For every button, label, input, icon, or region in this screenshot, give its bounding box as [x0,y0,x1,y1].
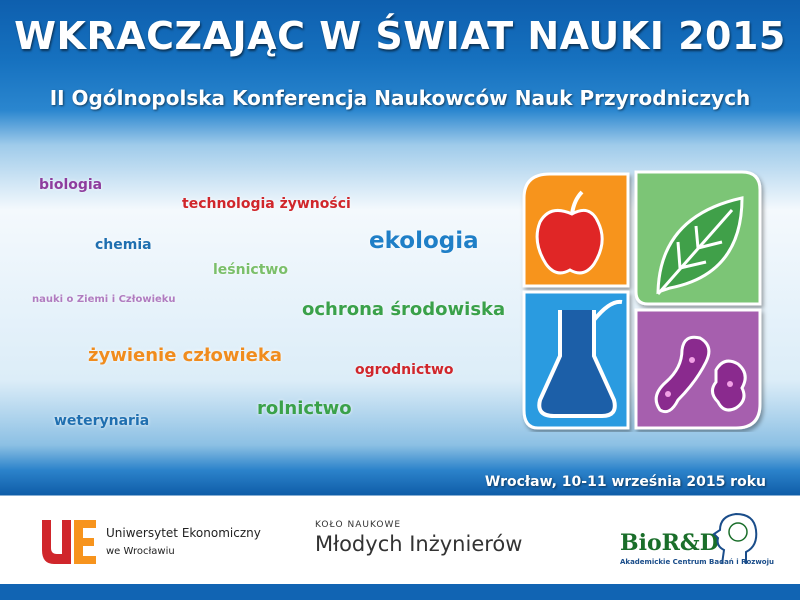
topic-ogrodnictwo: ogrodnictwo [355,362,454,378]
head-profile-icon [712,510,762,568]
biord-name: BioR&D [620,530,719,556]
bottom-bar [0,584,800,600]
apple-icon [524,174,628,286]
ue-name-block [106,526,261,557]
topic-weterynaria: weterynaria [54,413,150,429]
topic-ochrona: ochrona środowiska [302,299,506,320]
topic-zywienie: żywienie człowieka [88,345,282,366]
topic-ekologia: ekologia [369,228,479,254]
leaf-icon [636,172,760,304]
topic-biologia: biologia [39,177,103,193]
kolo-name: Młodych Inżynierów [315,532,523,556]
event-date-location: Wrocław, 10-11 września 2015 roku [484,474,766,490]
kolo-top-label: KOŁO NAUKOWE [315,520,402,530]
topic-technologia: technologia żywności [182,196,351,212]
science-tiles [510,170,772,432]
topic-chemia: chemia [95,237,152,253]
ue-logo-icon [38,516,100,566]
topic-lesnictwo: leśnictwo [213,262,288,278]
topic-nauki: nauki o Ziemi i Człowieku [32,294,176,305]
biord-desc: Akademickie Centrum Badań i Rozwoju [620,558,774,566]
flask-icon [524,292,628,428]
kolo-logo [315,520,522,556]
topic-rolnictwo: rolnictwo [257,398,352,419]
ue-city: we Wrocławiu [106,546,175,557]
bacteria-icon [636,310,760,428]
poster-subtitle: II Ogólnopolska Konferencja Naukowców Nauk Przyrodniczych [49,86,751,110]
ue-name: Uniwersytet Ekonomiczny [106,526,261,540]
poster-title: WKRACZAJĄC W ŚWIAT NAUKI 2015 [14,14,786,58]
